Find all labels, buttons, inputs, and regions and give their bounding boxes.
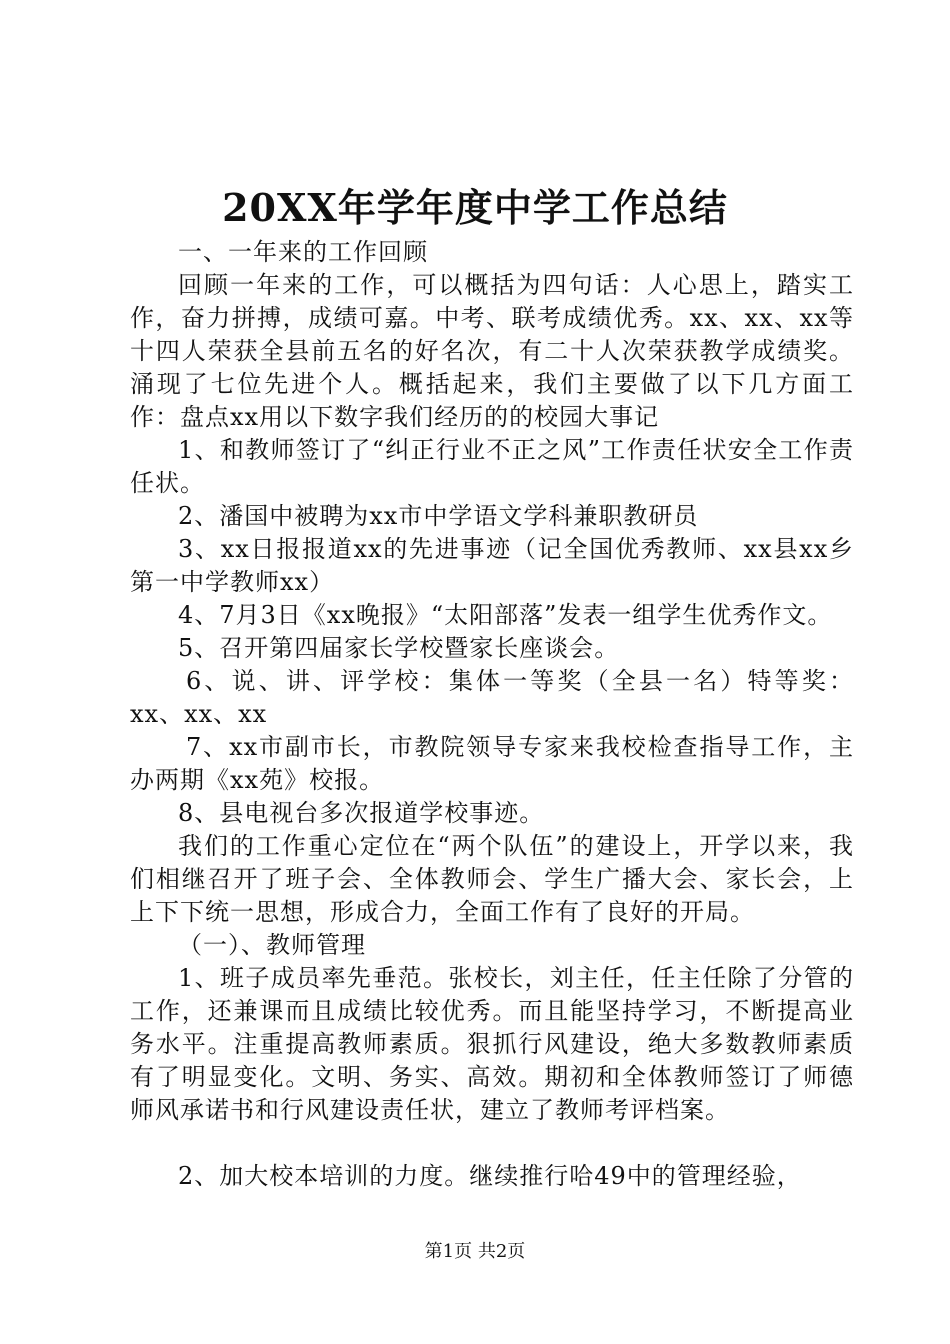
document-body (130, 236, 854, 1193)
list-item: 8、县电视台多次报道学校事迹。 (178, 799, 545, 827)
list-item: 4、7月3日《xx晚报》“太阳部落”发表一组学生优秀作文。 (178, 601, 833, 629)
subsection-heading: （一）、教师管理 (178, 931, 366, 959)
paragraph: 回顾一年来的工作，可以概括为四句话：人心思上，踏实工作，奋力拼搏，成绩可嘉。中考、联考成绩优秀。xx、xx、xx等十四人荣获全县前五名的好名次，有二十人次荣获教学成绩奖。涌现了七位先进个人。概括起来，我们主要做了以下几方面工作：盘点xx用以下数字我们经历的的校园大事记 (130, 271, 854, 431)
list-item: 7、xx市副市长，市教院领导专家来我校检查指导工作，主办两期《xx苑》校报。 (130, 733, 854, 794)
list-item: 1、和教师签订了“纠正行业不正之风”工作责任状安全工作责任状。 (130, 436, 854, 497)
list-item: 2、潘国中被聘为xx市中学语文学科兼职教研员 (178, 502, 699, 530)
page-footer: 第1页 共2页 (424, 1241, 526, 1262)
list-item: 6、说、讲、评学校：集体一等奖（全县一名）特等奖：xx、xx、xx (130, 667, 854, 728)
list-item: 5、召开第四届家长学校暨家长座谈会。 (178, 634, 620, 662)
paragraph: 1、班子成员率先垂范。张校长，刘主任，任主任除了分管的工作，还兼课而且成绩比较优秀。而且能坚持学习，不断提高业务水平。注重提高教师素质。狠抓行风建设，绝大多数教师素质有了明显变化。文明、务实、高效。期初和全体教师签订了师德师风承诺书和行风建设责任状，建立了教师考评档案。 (130, 964, 854, 1124)
paragraph: 2、加大校本培训的力度。继续推行哈49中的管理经验， (178, 1162, 802, 1190)
paragraph: 我们的工作重心定位在“两个队伍”的建设上，开学以来，我们相继召开了班子会、全体教师会、学生广播大会、家长会，上上下下统一思想，形成合力，全面工作有了良好的开局。 (130, 832, 854, 926)
list-item: 3、xx日报报道xx的先进事迹（记全国优秀教师、xx县xx乡第一中学教师xx） (130, 535, 854, 596)
document-title: 20XX年学年度中学工作总结 (222, 185, 728, 230)
section-heading: 一、一年来的工作回顾 (178, 238, 428, 266)
